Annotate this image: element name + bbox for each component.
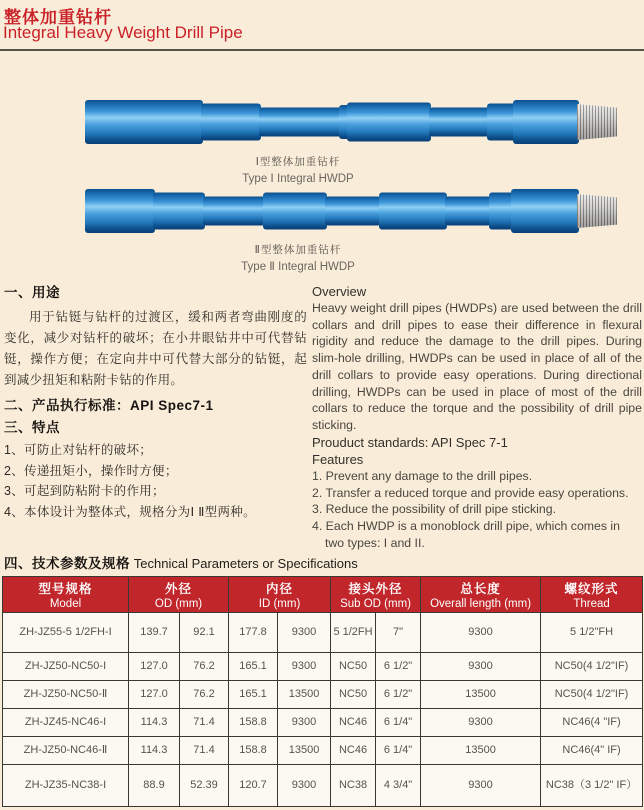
- table-header-cell: [421, 577, 541, 613]
- english-column: [312, 283, 642, 552]
- table-row: [3, 709, 643, 737]
- table-header-cell: [541, 577, 643, 613]
- pipe-segment: [85, 189, 155, 233]
- figure-1-caption-en: Type Ⅰ Integral HWDP: [242, 173, 354, 185]
- feature-item-en: 3. Reduce the possibility of drill pipe sticking.: [312, 502, 557, 517]
- table-cell: 120.7: [229, 765, 278, 807]
- usage-paragraph-zh: 用于钻铤与钻杆的过渡区，缓和两者弯曲刚度的变化，减少对钻杆的破坏；在小井眼钻井中可代替钻铤，操作方便；在定向井中可代替大部分的钻铤，起到减少扭矩和粘附卡钻的作用。: [4, 310, 307, 387]
- table-cell: 127.0: [129, 681, 180, 709]
- table-cell: 13500: [278, 737, 331, 765]
- table-cell: 114.3: [129, 737, 180, 765]
- features-heading-zh: 三、特点: [4, 420, 60, 435]
- table-cell: NC46: [331, 737, 376, 765]
- table-cell: 76.2: [180, 681, 229, 709]
- table-cell: 5 1/2FH: [331, 613, 376, 653]
- table-cell: 13500: [278, 681, 331, 709]
- feature-item-en: 4. Each HWDP is a monoblock drill pipe, which comes in two types: I and II.: [312, 519, 621, 551]
- table-cell: 9300: [421, 709, 541, 737]
- table-cell: 114.3: [129, 709, 180, 737]
- table-cell: 165.1: [229, 653, 278, 681]
- pipe-type-2-image: [85, 188, 533, 234]
- table-cell: NC46: [331, 709, 376, 737]
- table-cell: NC50(4 1/2"IF): [541, 681, 643, 709]
- table-cell: 9300: [421, 613, 541, 653]
- pipe-segment: [379, 193, 447, 230]
- table-row: [3, 613, 643, 653]
- standards-line-en: Prouduct standards: API Spec 7-1: [312, 434, 508, 450]
- table-cell: 9300: [278, 765, 331, 807]
- header-label-en: Sub OD (mm): [340, 598, 411, 610]
- table-cell: ZH-JZ55-5 1/2FH-I: [3, 613, 129, 653]
- table-header-cell: [3, 577, 129, 613]
- table-cell: ZH-JZ50-NC50-Ⅱ: [3, 681, 129, 709]
- table-cell: NC50: [331, 681, 376, 709]
- pipe-type-1-image: [85, 99, 533, 145]
- pipe-segment: [489, 193, 513, 230]
- pipe-segment: [259, 108, 343, 137]
- table-cell: 71.4: [180, 709, 229, 737]
- feature-item-en: 1. Prevent any damage to the drill pipes.: [312, 468, 533, 483]
- table-row: [3, 653, 643, 681]
- table-cell: ZH-JZ50-NC50-I: [3, 653, 129, 681]
- header-label-en: Thread: [573, 598, 610, 610]
- table-cell: NC50(4 1/2"IF): [541, 653, 643, 681]
- table-cell: 9300: [421, 653, 541, 681]
- table-cell: 92.1: [180, 613, 229, 653]
- pipe-segment: [153, 193, 205, 230]
- usage-heading-zh: 一、用途: [4, 285, 60, 300]
- pipe-segment: [347, 103, 431, 142]
- overview-heading: Overview: [312, 284, 367, 299]
- table-cell: NC46(4" IF): [541, 737, 643, 765]
- table-header-cell: [129, 577, 229, 613]
- pipe-segment: [513, 100, 579, 144]
- table-row: [3, 765, 643, 807]
- table-cell: NC46(4 "IF): [541, 709, 643, 737]
- pipe-segment: [511, 189, 579, 233]
- table-cell: 9300: [278, 653, 331, 681]
- figure-2-caption-zh: Ⅱ型整体加重钻杆: [254, 244, 342, 256]
- figure-2-caption-en: Type Ⅱ Integral HWDP: [241, 261, 355, 273]
- pipe-segment: [325, 197, 381, 226]
- feature-item-zh: 2、传递扭矩小，操作时方便；: [4, 463, 178, 478]
- table-cell: 52.39: [180, 765, 229, 807]
- table-cell: 158.8: [229, 737, 278, 765]
- pipe-segment: [201, 104, 261, 141]
- pipe-segment: [85, 100, 203, 144]
- specs-heading-en: Technical Parameters or Specifications: [133, 556, 358, 571]
- table-cell: NC38（3 1/2" IF）: [541, 765, 643, 807]
- pipe-segment: [429, 108, 491, 137]
- chinese-column: [4, 282, 307, 522]
- threaded-pin: [577, 104, 617, 140]
- header-label-zh: 接头外径: [348, 582, 403, 596]
- feature-item-zh: 4、本体设计为整体式，规格分为Ⅰ Ⅱ型两种。: [4, 504, 256, 519]
- pipe-segment: [263, 193, 327, 230]
- threaded-pin: [577, 194, 617, 228]
- table-cell: 127.0: [129, 653, 180, 681]
- feature-item-en: 2. Transfer a reduced torque and provide easy operations.: [312, 485, 629, 500]
- table-cell: 71.4: [180, 737, 229, 765]
- page-title-zh: 整体加重钻杆: [4, 8, 112, 27]
- table-cell: ZH-JZ50-NC46-Ⅱ: [3, 737, 129, 765]
- header-label-zh: 总长度: [460, 582, 501, 596]
- table-cell: 158.8: [229, 709, 278, 737]
- feature-item-zh: 3、可起到防粘附卡的作用；: [4, 484, 165, 498]
- features-heading-en: Features: [312, 451, 364, 467]
- pipe-segment: [445, 197, 491, 226]
- standards-heading-zh: 二、产品执行标准：API Spec7-1: [4, 398, 214, 413]
- table-cell: 6 1/2": [376, 653, 421, 681]
- table-cell: 88.9: [129, 765, 180, 807]
- table-header-cell: [229, 577, 331, 613]
- table-cell: 6 1/4": [376, 709, 421, 737]
- table-cell: 139.7: [129, 613, 180, 653]
- table-cell: 9300: [421, 765, 541, 807]
- overview-paragraph: Heavy weight drill pipes (HWDPs) are used between the drill collars and drill pipes to ease their difference in flexural rigidity and reduce the damage to the drill pipes. During slim-hole drilling, HWDPs can be used in place of all of the drill collars to provide easy operations. During directional drilling, HWDPs can be used in place of most of the drill collars to reduce the torque and the possibility of drill pipe sticking.: [312, 301, 642, 432]
- table-cell: NC50: [331, 653, 376, 681]
- header-label-zh: 型号规格: [38, 582, 93, 596]
- table-cell: 9300: [278, 709, 331, 737]
- specs-table: [2, 576, 643, 807]
- table-header-row: [3, 577, 643, 613]
- table-cell: 13500: [421, 737, 541, 765]
- table-cell: ZH-JZ45-NC46-I: [3, 709, 129, 737]
- page-title-en: Integral Heavy Weight Drill Pipe: [3, 23, 243, 42]
- table-cell: NC38: [331, 765, 376, 807]
- table-cell: 76.2: [180, 653, 229, 681]
- table-row: [3, 681, 643, 709]
- table-cell: 5 1/2"FH: [541, 613, 643, 653]
- table-cell: 6 1/4": [376, 737, 421, 765]
- figure-1-caption: [168, 154, 428, 185]
- table-cell: 6 1/2": [376, 681, 421, 709]
- table-cell: 9300: [278, 613, 331, 653]
- header-label-en: Overall length (mm): [430, 598, 532, 610]
- header-label-zh: 外径: [165, 582, 193, 596]
- table-cell: 177.8: [229, 613, 278, 653]
- title-divider: [0, 49, 644, 51]
- specs-heading: [4, 552, 358, 572]
- feature-item-zh: 1、可防止对钻杆的破坏；: [4, 443, 153, 457]
- header-label-en: ID (mm): [258, 598, 301, 610]
- table-cell: 7": [376, 613, 421, 653]
- header-label-en: OD (mm): [154, 598, 203, 610]
- figure-1-caption-zh: Ⅰ型整体加重钻杆: [255, 156, 341, 168]
- table-cell: 13500: [421, 681, 541, 709]
- header-label-zh: 内径: [266, 582, 294, 596]
- specs-heading-zh: 四、技术参数及规格: [4, 556, 130, 571]
- pipe-segment: [203, 197, 265, 226]
- header-label-zh: 螺纹形式: [564, 582, 619, 596]
- figure-2-caption: [168, 242, 428, 273]
- header-label-en: Model: [49, 598, 82, 610]
- table-cell: 4 3/4": [376, 765, 421, 807]
- table-row: [3, 737, 643, 765]
- table-cell: ZH-JZ35-NC38-I: [3, 765, 129, 807]
- table-header-cell: [331, 577, 421, 613]
- table-cell: 165.1: [229, 681, 278, 709]
